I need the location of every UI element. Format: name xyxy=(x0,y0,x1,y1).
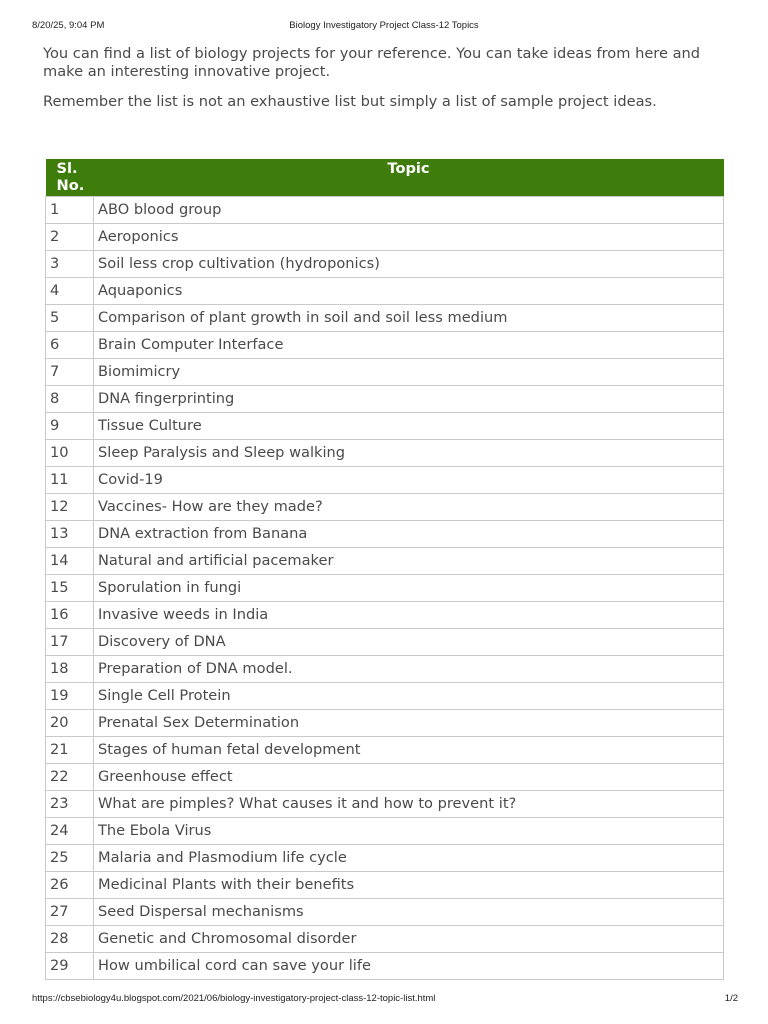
row-number: 24 xyxy=(46,818,94,845)
table-row xyxy=(46,845,724,872)
table-row xyxy=(46,899,724,926)
table-header-row xyxy=(46,159,724,197)
row-topic: Aeroponics xyxy=(94,224,724,251)
row-topic: Soil less crop cultivation (hydroponics) xyxy=(94,251,724,278)
table-row xyxy=(46,494,724,521)
table-row xyxy=(46,926,724,953)
intro-text xyxy=(43,45,725,111)
row-topic: DNA extraction from Banana xyxy=(94,521,724,548)
row-topic: Comparison of plant growth in soil and soil less medium xyxy=(94,305,724,332)
row-number: 28 xyxy=(46,926,94,953)
row-number: 4 xyxy=(46,278,94,305)
table-row xyxy=(46,764,724,791)
topics-table xyxy=(45,159,724,980)
row-number: 5 xyxy=(46,305,94,332)
row-topic: Biomimicry xyxy=(94,359,724,386)
row-number: 12 xyxy=(46,494,94,521)
row-number: 1 xyxy=(46,197,94,224)
row-number: 9 xyxy=(46,413,94,440)
table-row xyxy=(46,791,724,818)
table-row xyxy=(46,548,724,575)
row-number: 26 xyxy=(46,872,94,899)
row-topic: Sleep Paralysis and Sleep walking xyxy=(94,440,724,467)
row-topic: How umbilical cord can save your life xyxy=(94,953,724,980)
row-topic: Malaria and Plasmodium life cycle xyxy=(94,845,724,872)
row-number: 6 xyxy=(46,332,94,359)
table-row xyxy=(46,359,724,386)
row-number: 8 xyxy=(46,386,94,413)
table-row xyxy=(46,710,724,737)
row-topic: Covid-19 xyxy=(94,467,724,494)
row-number: 14 xyxy=(46,548,94,575)
row-number: 7 xyxy=(46,359,94,386)
row-topic: The Ebola Virus xyxy=(94,818,724,845)
header-sl-no: Sl. No. xyxy=(46,159,94,197)
row-topic: Aquaponics xyxy=(94,278,724,305)
row-number: 10 xyxy=(46,440,94,467)
row-topic: Sporulation in fungi xyxy=(94,575,724,602)
table-row xyxy=(46,818,724,845)
table-row xyxy=(46,683,724,710)
row-topic: Brain Computer Interface xyxy=(94,332,724,359)
row-number: 2 xyxy=(46,224,94,251)
table-row xyxy=(46,413,724,440)
table-row xyxy=(46,737,724,764)
row-topic: DNA fingerprinting xyxy=(94,386,724,413)
print-header xyxy=(0,20,768,32)
row-number: 25 xyxy=(46,845,94,872)
table-row xyxy=(46,575,724,602)
row-topic: Medicinal Plants with their benefits xyxy=(94,872,724,899)
row-number: 17 xyxy=(46,629,94,656)
row-number: 20 xyxy=(46,710,94,737)
table-row xyxy=(46,872,724,899)
row-topic: Genetic and Chromosomal disorder xyxy=(94,926,724,953)
table-row xyxy=(46,305,724,332)
header-topic: Topic xyxy=(94,159,724,197)
row-number: 18 xyxy=(46,656,94,683)
row-number: 3 xyxy=(46,251,94,278)
row-topic: Stages of human fetal development xyxy=(94,737,724,764)
print-page-title: Biology Investigatory Project Class-12 Topics xyxy=(289,20,479,31)
row-number: 16 xyxy=(46,602,94,629)
table-row xyxy=(46,197,724,224)
intro-paragraph-2: Remember the list is not an exhaustive list but simply a list of sample project ideas. xyxy=(43,93,657,110)
table-row xyxy=(46,386,724,413)
table-row xyxy=(46,953,724,980)
row-number: 19 xyxy=(46,683,94,710)
table-row xyxy=(46,440,724,467)
row-topic: Invasive weeds in India xyxy=(94,602,724,629)
row-topic: What are pimples? What causes it and how to prevent it? xyxy=(94,791,724,818)
row-topic: Natural and artificial pacemaker xyxy=(94,548,724,575)
table-row xyxy=(46,251,724,278)
row-number: 11 xyxy=(46,467,94,494)
row-topic: Greenhouse effect xyxy=(94,764,724,791)
row-number: 15 xyxy=(46,575,94,602)
row-number: 23 xyxy=(46,791,94,818)
table-row xyxy=(46,278,724,305)
page-url: https://cbsebiology4u.blogspot.com/2021/06/biology-investigatory-project-class-12-topic-list.html xyxy=(32,993,436,1004)
row-topic: ABO blood group xyxy=(94,197,724,224)
row-topic: Prenatal Sex Determination xyxy=(94,710,724,737)
row-topic: Discovery of DNA xyxy=(94,629,724,656)
table-row xyxy=(46,467,724,494)
row-topic: Tissue Culture xyxy=(94,413,724,440)
page-number: 1/2 xyxy=(724,993,738,1004)
table-row xyxy=(46,629,724,656)
table-row xyxy=(46,521,724,548)
table-row xyxy=(46,224,724,251)
row-number: 21 xyxy=(46,737,94,764)
row-number: 22 xyxy=(46,764,94,791)
row-topic: Seed Dispersal mechanisms xyxy=(94,899,724,926)
row-topic: Single Cell Protein xyxy=(94,683,724,710)
print-footer xyxy=(0,993,768,1005)
row-number: 13 xyxy=(46,521,94,548)
row-number: 29 xyxy=(46,953,94,980)
row-topic: Vaccines- How are they made? xyxy=(94,494,724,521)
row-number: 27 xyxy=(46,899,94,926)
table-row xyxy=(46,602,724,629)
table-row xyxy=(46,656,724,683)
print-datetime: 8/20/25, 9:04 PM xyxy=(32,20,105,31)
row-topic: Preparation of DNA model. xyxy=(94,656,724,683)
table-row xyxy=(46,332,724,359)
intro-paragraph-1: You can find a list of biology projects for your reference. You can take ideas from here and make an interesting innovative project. xyxy=(43,45,701,80)
